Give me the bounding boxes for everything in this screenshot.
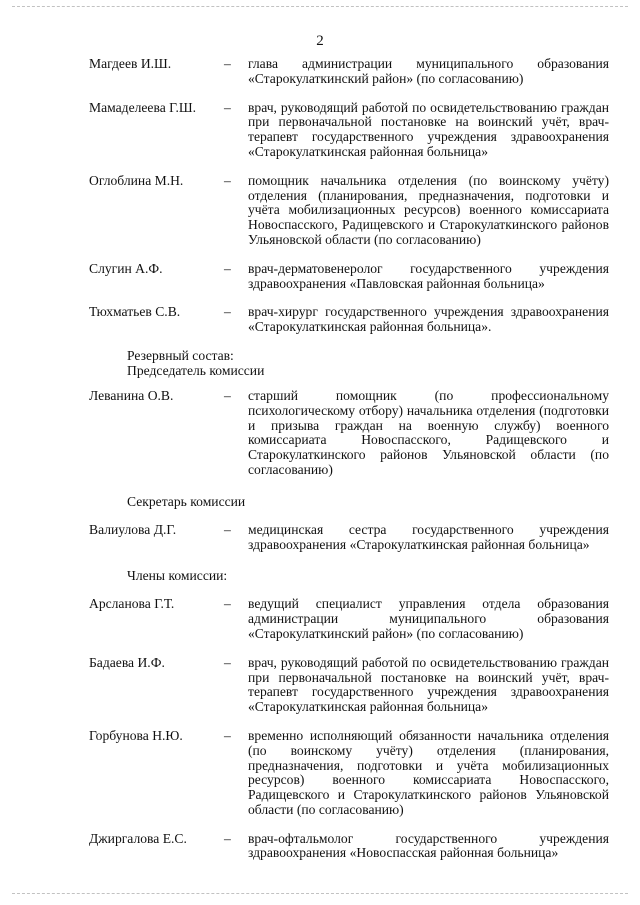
member-position: врач-дерматовенеролог государственного учреждения здравоохранения «Павловская районная больница»	[248, 260, 609, 291]
member-position: врач, руководящий работой по освидетельствованию граждан при первоначальной постановке на воинский учёт, врач-терапевт государственного учреждения здравоохранения «Старокулаткинская районная больница»	[248, 99, 609, 159]
chair-entry	[89, 389, 609, 478]
dash-separator: –	[224, 260, 231, 276]
member-position: врач-хирург государственного учреждения здравоохранения «Старокулаткинская районная больница».	[248, 304, 609, 335]
member-position: врач, руководящий работой по освидетельствованию граждан при первоначальной постановке на воинский учёт, врач-терапевт государственного учреждения здравоохранения «Старокулаткинская районная больница»	[248, 654, 609, 715]
member-entry	[89, 174, 609, 248]
member-name: Мамаделеева Г.Ш.	[89, 99, 196, 115]
member-entry	[89, 305, 609, 335]
member-name: Слугин А.Ф.	[89, 260, 163, 276]
member-position: медицинская сестра государственного учреждения здравоохранения «Старокулаткинская районная больница»	[248, 521, 609, 552]
member-entry	[89, 729, 609, 818]
chair-heading: Председатель комиссии	[127, 362, 265, 378]
page-number: 2	[316, 33, 324, 49]
dash-separator: –	[224, 387, 231, 403]
member-name: Джиргалова Е.С.	[89, 830, 187, 846]
member-position: временно исполняющий обязанности начальника отделения (по воинскому учёту) отделения (планирования, предназначения, подготовки и учёта мобилизационных ресурсов) военного комиссариата Новоспасского, Радищевского и Старокулаткинского районов Ульяновской области (по согласованию)	[248, 727, 609, 817]
scan-edge-bottom	[12, 893, 628, 894]
member-name: Горбунова Н.Ю.	[89, 727, 183, 743]
dash-separator: –	[224, 830, 231, 846]
dash-separator: –	[224, 596, 231, 612]
member-name: Тюхматьев С.В.	[89, 304, 181, 320]
member-entry	[89, 57, 609, 87]
member-position: ведущий специалист управления отдела образования администрации муниципального образования «Старокулаткинский район» (по согласованию)	[248, 596, 609, 641]
reserve-heading: Резервный состав:	[127, 347, 234, 363]
member-entry	[89, 832, 609, 862]
member-name: Магдеев И.Ш.	[89, 56, 172, 71]
member-name: Валиулова Д.Г.	[89, 521, 177, 537]
members-heading: Члены комиссии:	[127, 568, 228, 584]
commission-list	[89, 57, 609, 861]
member-name: Леванина О.В.	[89, 387, 174, 403]
dash-separator: –	[224, 654, 231, 670]
member-entry	[89, 101, 609, 160]
secretary-entry	[89, 523, 609, 553]
member-position: помощник начальника отделения (по воинскому учёту) отделения (планирования, предназначения, подготовки и учёта мобилизационных ресурсов) военного комиссариата Новоспасского, Радищевского и Старокулаткинского районов Ульяновской области (по согласованию)	[248, 172, 609, 247]
secretary-heading: Секретарь комиссии	[127, 493, 246, 509]
member-name: Арсланова Г.Т.	[89, 596, 175, 612]
member-entry	[89, 597, 609, 641]
dash-separator: –	[224, 56, 231, 71]
member-entry	[89, 262, 609, 292]
member-name: Оглоблина М.Н.	[89, 172, 184, 188]
scan-edge-top	[12, 6, 628, 7]
dash-separator: –	[224, 727, 231, 743]
dash-separator: –	[224, 99, 231, 115]
member-position: глава администрации муниципального образования «Старокулаткинский район» (по согласованию)	[248, 56, 609, 86]
dash-separator: –	[224, 304, 231, 320]
member-name: Бадаева И.Ф.	[89, 654, 165, 670]
member-position: врач-офтальмолог государственного учреждения здравоохранения «Новоспасская районная больница»	[248, 830, 609, 861]
member-entry	[89, 656, 609, 715]
dash-separator: –	[224, 521, 231, 537]
dash-separator: –	[224, 172, 231, 188]
member-position: старший помощник (по профессиональному психологическому отбору) начальника отделения (подготовки и призыва граждан на военную службу) военного комиссариата Новоспасского, Радищевского и Старокулаткинского районов Ульяновской области (по согласованию)	[248, 387, 609, 477]
